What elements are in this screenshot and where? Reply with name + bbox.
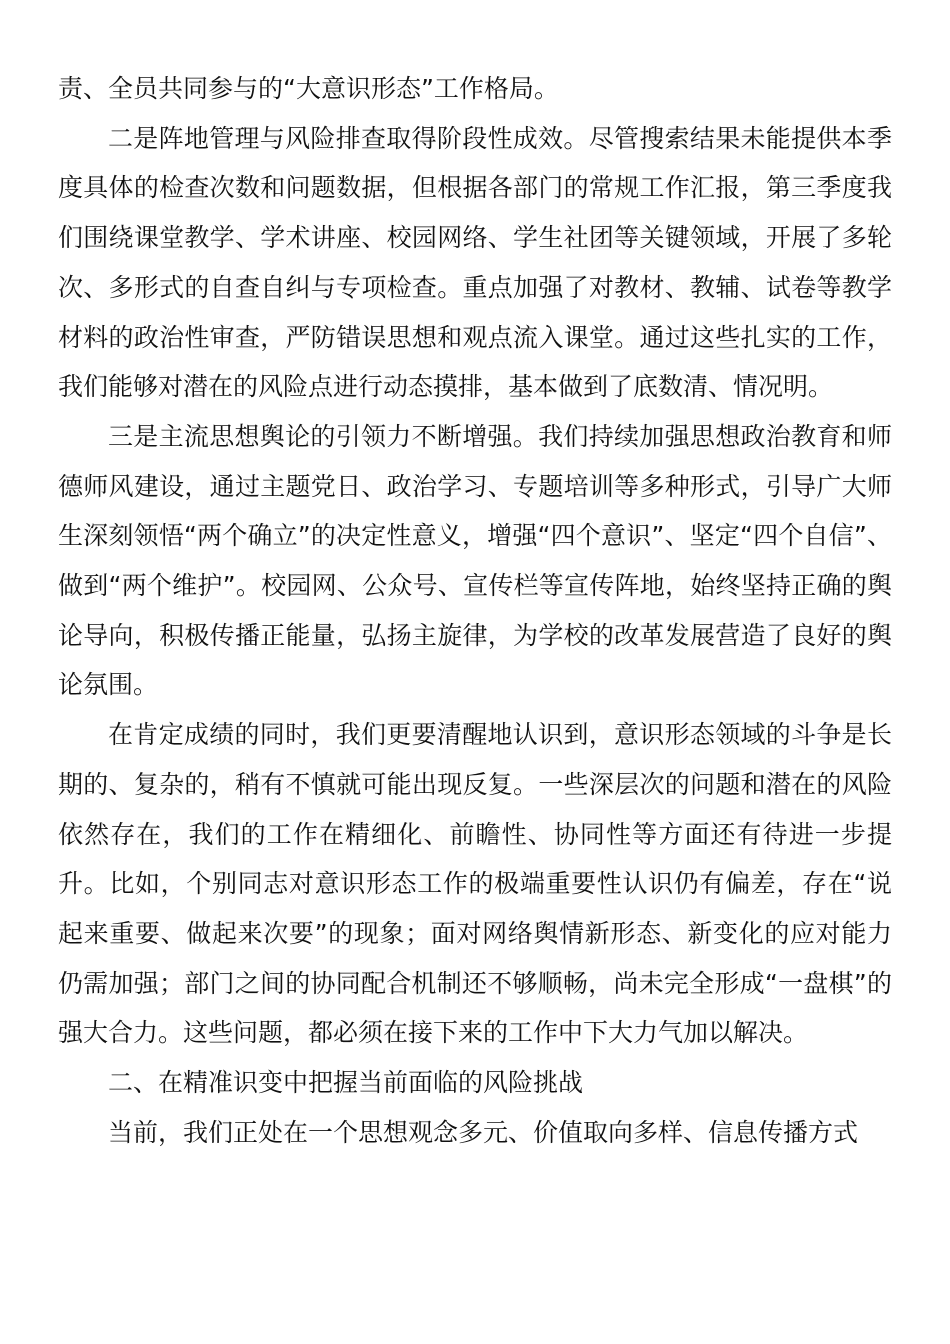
paragraph-problems: 在肯定成绩的同时，我们更要清醒地认识到，意识形态领域的斗争是长期的、复杂的，稍有不慎就可能出现反复。一些深层次的问题和潜在的风险依然存在，我们的工作在精细化、前瞻性、协同性等方面还有待进一步提升。比如，个别同志对意识形态工作的极端重要性认识仍有偏差，存在“说起来重要、做起来次要”的现象；面对网络舆情新形态、新变化的应对能力仍需加强；部门之间的协同配合机制还不够顺畅，尚未完全形成“一盘棋”的强大合力。这些问题，都必须在接下来的工作中下大力气加以解决。	[58, 720, 892, 1048]
paragraph-position-management: 二是阵地管理与风险排查取得阶段性成效。尽管搜索结果未能提供本季度具体的检查次数和问题数据，但根据各部门的常规工作汇报，第三季度我们围绕课堂教学、学术讲座、校园网络、学生社团等关键领域，开展了多轮次、多形式的自查自纠与专项检查。重点加强了对教材、教辅、试卷等教学材料的政治性审查，严防错误思想和观点流入课堂。通过这些扎实的工作，我们能够对潜在的风险点进行动态摸排，基本做到了底数清、情况明。	[58, 123, 892, 402]
paragraph-current-situation: 当前，我们正处在一个思想观念多元、价值取向多样、信息传播方式	[108, 1117, 859, 1147]
section-heading: 二、在精准识变中把握当前面临的风险挑战	[108, 1068, 584, 1098]
paragraph-public-opinion: 三是主流思想舆论的引领力不断增强。我们持续加强思想政治教育和师德师风建设，通过主题党日、政治学习、专题培训等多种形式，引导广大师生深刻领悟“两个确立”的决定性意义，增强“四个意识”、坚定“四个自信”、做到“两个维护”。校园网、公众号、宣传栏等宣传阵地，始终坚持正确的舆论导向，积极传播正能量，弘扬主旋律，为学校的改革发展营造了良好的舆论氛围。	[58, 421, 892, 700]
paragraph-continuation: 责、全员共同参与的“大意识形态”工作格局。	[58, 74, 559, 103]
document-page	[58, 64, 892, 1157]
